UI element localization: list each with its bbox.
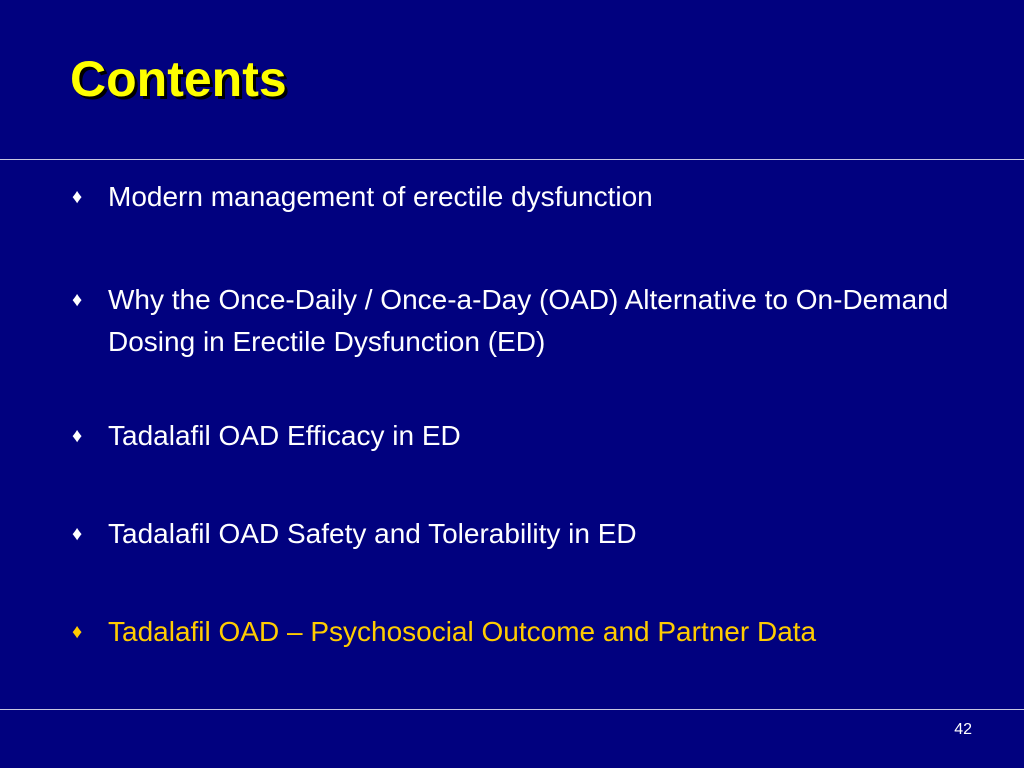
list-item — [72, 513, 1002, 555]
list-item — [72, 176, 1002, 218]
title-divider — [0, 159, 1024, 160]
list-item — [72, 415, 1002, 457]
diamond-bullet-icon: ♦ — [72, 523, 83, 545]
diamond-bullet-icon: ♦ — [72, 186, 83, 208]
diamond-bullet-icon: ♦ — [72, 425, 83, 447]
list-item-text: Tadalafil OAD Safety and Tolerability in ED — [108, 518, 637, 549]
diamond-bullet-icon: ♦ — [72, 621, 83, 643]
slide-number: 42 — [954, 721, 972, 738]
list-item — [72, 279, 1002, 363]
slide-title: Contents — [70, 51, 287, 107]
list-item-current — [72, 611, 1002, 653]
footer-divider — [0, 709, 1024, 710]
list-item-text: Modern management of erectile dysfunction — [108, 181, 653, 212]
list-item-text: Tadalafil OAD – Psychosocial Outcome and Partner Data — [108, 616, 817, 647]
diamond-bullet-icon: ♦ — [72, 289, 83, 311]
list-item-text: Tadalafil OAD Efficacy in ED — [108, 420, 461, 451]
list-item-text: Why the Once-Daily / Once-a-Day (OAD) Alternative to On-Demand Dosing in Erectile Dysfunction (ED) — [108, 284, 949, 357]
